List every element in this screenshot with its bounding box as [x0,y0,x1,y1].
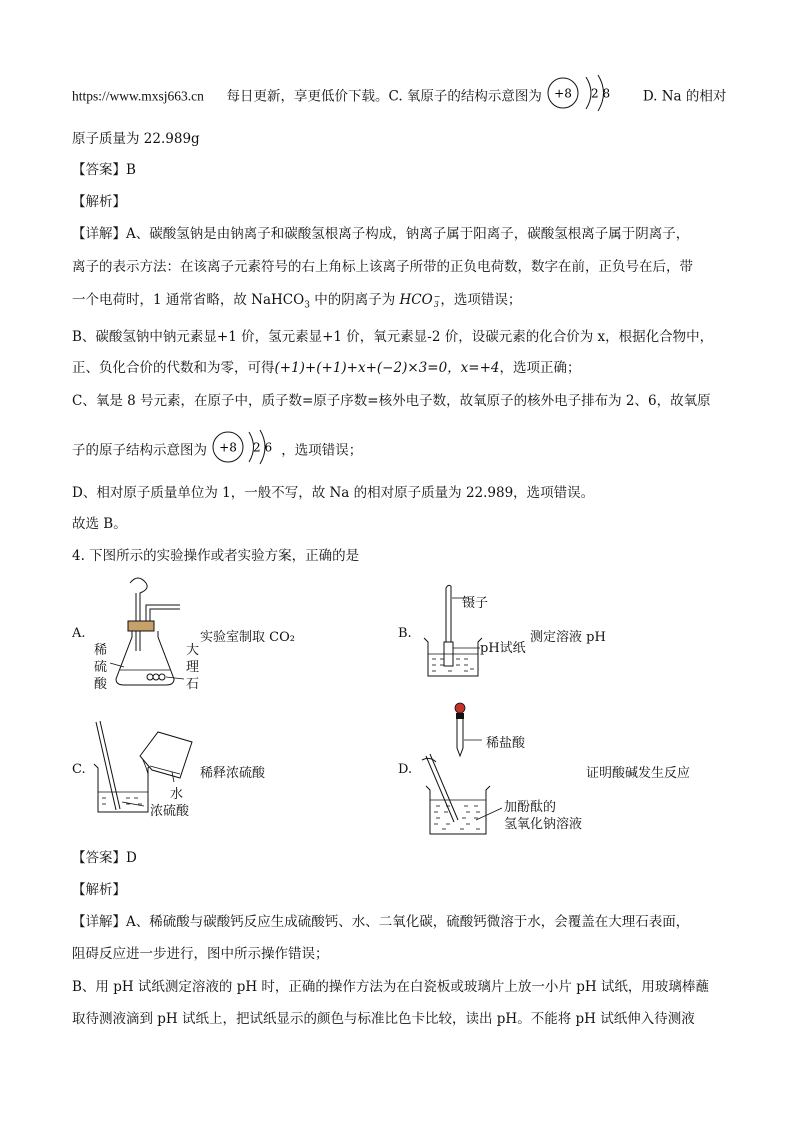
option-d-letter: D. [398,762,413,777]
oxygen-atom-diagram-correct [211,429,281,465]
hcl-label: 稀盐酸 [486,736,526,751]
marble-char: 大 [186,643,200,658]
bicarbonate-ion [400,292,441,308]
detail-b2-pre: 正、负化合价的代数和为零，可得 [72,360,275,376]
detail-a-line1: 【详解】A、碳酸氢钠是由钠离子和碳酸氢根离子构成，钠离子属于阳离子，碳酸氢根离子属于阴离子， [72,226,690,242]
water-label: 水 [170,787,184,802]
option-c-caption: 稀释浓硫酸 [200,766,266,781]
option-d-caption: 证明酸碱发生反应 [586,766,691,781]
valence-equation: (+1)+(+1)+x+(−2)×3=0，x=+4 [274,360,500,376]
header-line [72,82,726,112]
stopper [128,621,154,631]
option-a-letter: A. [72,626,86,641]
nucleus-charge: +8 [219,440,238,455]
detail2-b-line1: B、用 pH 试纸测定溶液的 pH 时，正确的操作方法为在白瓷板或玻璃片上放一小片 pH 试纸，用玻璃棒蘸 [72,979,709,995]
dropper-bulb [455,703,465,713]
ph-paper-label: pH试纸 [480,641,526,656]
detail-c2-pre: 子的原子结构示意图为 [72,442,207,459]
option-b-caption: 测定溶液 pH [530,630,606,645]
detail2-b-line2: 取待测液滴到 pH 试纸上，把试纸显示的颜色与标准比色卡比较，读出 pH。不能将 pH 试纸伸入待测液 [72,1011,695,1027]
analysis-label: 【解析】 [72,194,126,210]
tweezers-label: 镊子 [462,596,489,611]
option-a-marble-label [186,642,199,693]
detail2-a-line2: 阻碍反应进一步进行，图中所示操作错误； [72,946,329,962]
detail-a-line2: 离子的表示方法：在该离子元素符号的右上角标上该离子所带的正负电荷数，数字在前，正负号在后，带 [72,259,693,275]
detail-c-line2 [72,437,362,465]
detail-b-line2 [72,358,580,378]
detail-a3-post: ，选项错误； [440,292,522,308]
conc-acid-label: 浓硫酸 [150,804,190,819]
answer-label: 【答案】B [72,162,136,178]
option-a-caption: 实验室制取 CO₂ [200,630,295,645]
option-a-acid-label [94,642,107,693]
source-url: https://www.mxsj663.cn [72,88,204,104]
detail-b2-post: ，选项正确； [499,360,581,376]
option-d-apparatus [416,696,516,838]
detail2-a-line1: 【详解】A、稀硫酸与碳酸钙反应生成硫酸钙、水、二氧化碳，硫酸钙微溶于水，会覆盖在大理石表面， [72,914,690,930]
acid-char: 酸 [94,677,108,692]
option-c-letter: C. [72,762,86,777]
oxygen-atom-diagram-wrong [546,74,624,112]
detail-b-line1: B、碳酸氢钠中钠元素显+1 价，氢元素显+1 价，氧元素显-2 价，设碳元素的化合价为 x，根据化合物中， [72,329,714,345]
detail-d-line: D、相对原子质量单位为 1，一般不写，故 Na 的相对原子质量为 22.989，选项错误。 [72,485,595,501]
option-d-text: D. Na 的相对 [642,88,727,105]
detail-a3-mid: 中的阴离子为 [309,292,400,308]
detail-c-line1: C、氧是 8 号元素，在原子中，质子数=原子序数=核外电子数，故氧原子的核外电子排布为 2、6，故氧原 [72,393,711,409]
solution-label-1: 加酚酞的 [504,800,557,815]
marble-char: 理 [186,660,200,675]
promo-text: 每日更新，享更低价下载。C. 氧原子的结构示意图为 [226,88,542,105]
ion-subscript: 3 [433,299,439,309]
solution-label-2: 氢氧化钠溶液 [504,817,583,832]
ion-charge: − [433,291,441,301]
acid-char: 稀 [94,643,108,658]
option-b-letter: B. [398,626,412,641]
formula-subscript: 3 [304,300,310,311]
electron-shell-text: 2 6 [253,440,273,455]
electron-shell-text: 2 8 [591,86,611,101]
detail-c2-post: ，选项错误； [281,442,363,459]
question-4: 4. 下图所示的实验操作或者实验方案，正确的是 [72,548,360,564]
ion-symbol: HCO [399,292,433,308]
analysis-label-2: 【解析】 [72,882,126,898]
answer-label-2: 【答案】D [72,850,137,866]
atomic-mass-line: 原子质量为 22.989g [72,131,200,147]
acid-char: 硫 [94,660,108,675]
marble-char: 石 [186,677,200,692]
nucleus-charge: +8 [554,86,573,101]
detail-a3-pre: 一个电荷时，1 通常省略，故 NaHCO [72,292,305,308]
conclusion: 故选 B。 [72,516,127,532]
detail-a-line3 [72,290,521,316]
